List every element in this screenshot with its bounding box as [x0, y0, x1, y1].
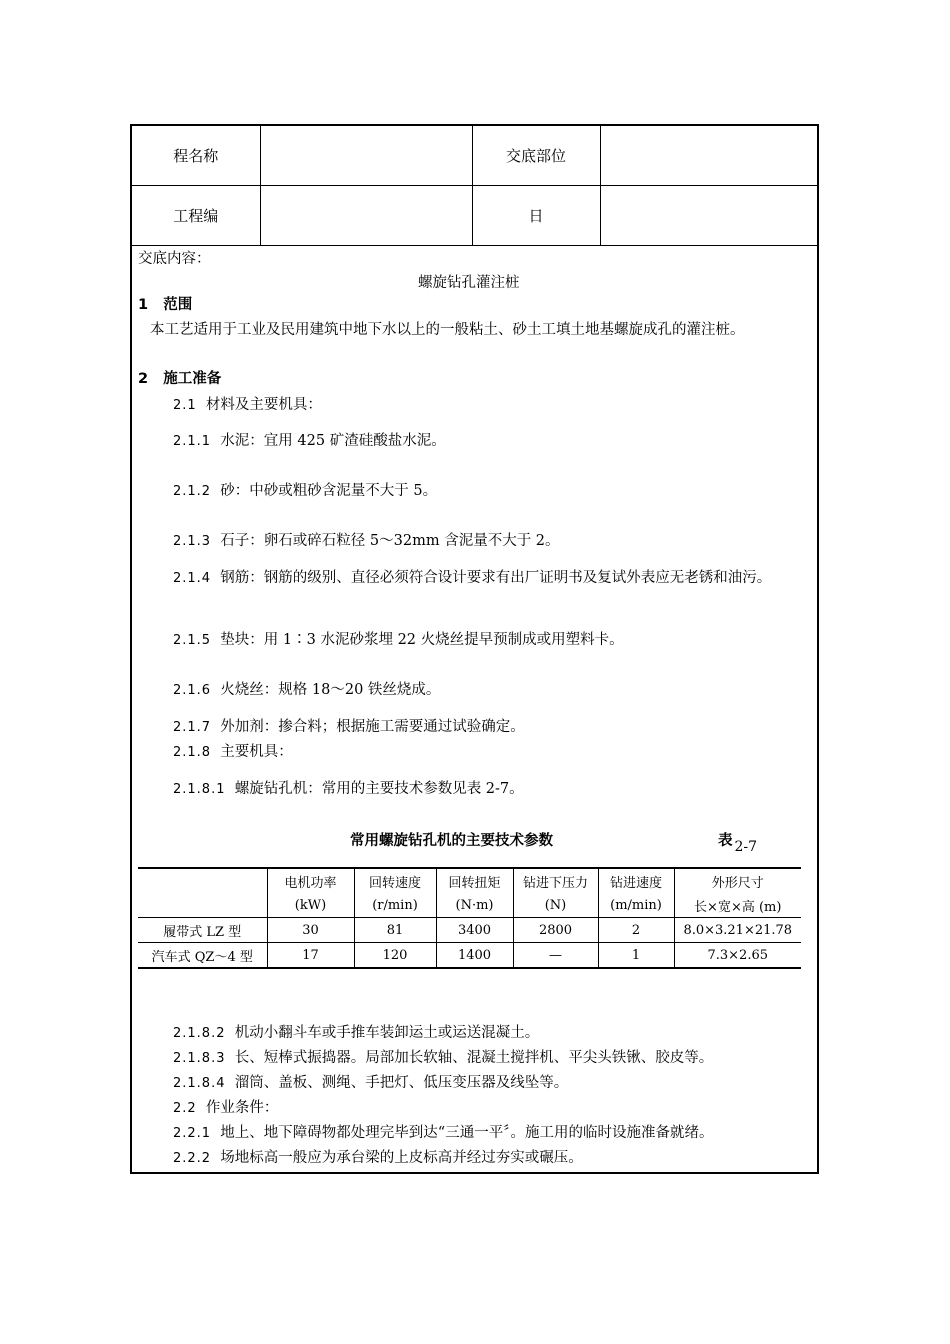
handover-part-field[interactable]	[600, 126, 817, 186]
section-1-heading	[138, 295, 192, 315]
item-2-1-8-3	[173, 1048, 713, 1069]
table-cell: 120	[354, 943, 436, 969]
header-empty	[138, 868, 267, 893]
header-cell: 回转速度	[354, 868, 436, 893]
item-text: 垫块：用 1∶3 水泥砂浆埋 22 火烧丝提早预制成或用塑料卡。	[220, 632, 624, 648]
header-empty	[138, 893, 267, 918]
header-table	[132, 126, 817, 246]
project-no-field[interactable]	[260, 186, 472, 246]
header-unit: (m/min)	[598, 893, 674, 918]
table-number: 2-7	[734, 839, 758, 855]
item-number: 2.2.1	[173, 1126, 212, 1141]
item-number: 2.1.2	[173, 484, 212, 499]
item-number: 2.1.3	[173, 534, 212, 549]
item-text: 长、短棒式振捣器。局部加长软轴、混凝土搅拌机、平尖头铁锹、胶皮等。	[234, 1050, 714, 1066]
item-text: 砂：中砂或粗砂含泥量不大于 5。	[220, 483, 438, 499]
header-cell: 外形尺寸	[711, 875, 764, 891]
table-row	[138, 943, 801, 969]
item-2-1-6	[173, 680, 440, 701]
item-2-2	[173, 1098, 278, 1119]
item-2-1-8-1	[173, 779, 524, 800]
table-cell: —	[513, 943, 598, 969]
item-text: 钢筋：钢筋的级别、直径必须符合设计要求有出厂证明书及复试外表应无老锈和油污。	[220, 570, 772, 586]
item-2-1-3	[173, 531, 560, 552]
item-2-1-1	[173, 431, 446, 452]
table-label	[718, 829, 758, 855]
item-number: 2.2	[173, 1101, 197, 1116]
item-2-1-7	[173, 717, 525, 738]
item-number: 2.1.8.1	[173, 782, 226, 797]
table-row	[138, 918, 801, 943]
item-2-2-1	[173, 1123, 713, 1144]
item-number: 2.2.2	[173, 1151, 212, 1166]
project-name-field[interactable]	[260, 126, 472, 186]
table-cell: 1	[598, 943, 674, 969]
item-2-1-2	[173, 481, 437, 502]
handover-part-label: 交底部位	[472, 126, 600, 186]
table-header-units-row	[138, 893, 801, 918]
parameter-table	[138, 867, 801, 969]
item-text: 溜筒、盖板、测绳、手把灯、低压变压器及线坠等。	[234, 1075, 569, 1091]
project-name-label: 程名称	[132, 126, 260, 186]
date-field[interactable]	[600, 186, 817, 246]
item-2-1-4	[138, 566, 812, 591]
item-text: 作业条件：	[205, 1100, 279, 1116]
header-unit: 长×宽×高 (m)	[694, 899, 782, 915]
table-cell: 履带式 LZ 型	[138, 918, 267, 943]
header-cell: 回转扭矩	[436, 868, 513, 893]
header-unit: (N)	[513, 893, 598, 918]
item-number: 2.1.6	[173, 683, 212, 698]
section-1-number: 1	[138, 297, 149, 313]
section-2-heading	[138, 369, 221, 389]
item-number: 2.1.8.4	[173, 1076, 226, 1091]
section-2-title: 施工准备	[163, 371, 222, 387]
item-text: 地上、地下障碍物都处理完毕到达“三通一平〞。施工用的临时设施准备就绪。	[220, 1125, 714, 1141]
item-number: 2.1	[173, 398, 197, 413]
item-number: 2.1.4	[173, 571, 212, 586]
item-text: 场地标高一般应为承台梁的上皮标高并经过夯实或碾压。	[220, 1150, 583, 1166]
item-text: 机动小翻斗车或手推车装卸运土或运送混凝土。	[234, 1025, 540, 1041]
item-2-1-8	[173, 742, 293, 763]
item-2-1-8-2	[173, 1023, 539, 1044]
item-number: 2.1.8	[173, 745, 212, 760]
project-no-label: 工程编	[132, 186, 260, 246]
table-cell: 8.0×3.21×21.78	[674, 918, 801, 943]
item-text: 螺旋钻孔机：常用的主要技术参数见表 2-7。	[234, 781, 524, 797]
item-2-1-8-4	[173, 1073, 568, 1094]
date-label: 日	[472, 186, 600, 246]
doc-title: 螺旋钻孔灌注桩	[418, 275, 520, 291]
table-cell: 7.3×2.65	[674, 943, 801, 969]
intro-label: 交底内容：	[138, 251, 211, 267]
header-cell: 钻进速度	[598, 868, 674, 893]
section-2-number: 2	[138, 371, 149, 387]
header-unit: (kW)	[267, 893, 354, 918]
section-1-title: 范围	[163, 297, 193, 313]
table-cell: 81	[354, 918, 436, 943]
table-title: 常用螺旋钻孔机的主要技术参数	[350, 833, 553, 849]
header-cell: 钻进下压力	[513, 868, 598, 893]
table-header-row	[138, 868, 801, 893]
item-2-2-2	[173, 1148, 583, 1169]
item-number: 2.1.7	[173, 720, 212, 735]
table-cell: 17	[267, 943, 354, 969]
item-text: 石子：卵石或碎石粒径 5～32mm 含泥量不大于 2。	[220, 533, 560, 549]
item-text: 主要机具：	[220, 744, 293, 760]
table-cell: 30	[267, 918, 354, 943]
table-cell: 2800	[513, 918, 598, 943]
item-2-1	[173, 395, 322, 416]
section-1-text: 本工艺适用于工业及民用建筑中地下水以上的一般粘土、砂土工填土地基螺旋成孔的灌注桩。	[150, 322, 745, 338]
item-text: 火烧丝：规格 18～20 铁丝烧成。	[220, 682, 441, 698]
table-cell: 3400	[436, 918, 513, 943]
item-number: 2.1.8.3	[173, 1051, 226, 1066]
item-number: 2.1.5	[173, 633, 212, 648]
table-label-text: 表	[718, 833, 733, 849]
header-unit: (N·m)	[436, 893, 513, 918]
item-number: 2.1.1	[173, 434, 212, 449]
table-cell: 2	[598, 918, 674, 943]
item-2-1-5	[173, 630, 624, 651]
table-cell: 1400	[436, 943, 513, 969]
header-unit: (r/min)	[354, 893, 436, 918]
header-cell: 电机功率	[267, 868, 354, 893]
item-text: 水泥：宜用 425 矿渣硅酸盐水泥。	[220, 433, 446, 449]
table-cell: 汽车式 QZ～4 型	[138, 943, 267, 969]
item-number: 2.1.8.2	[173, 1026, 226, 1041]
item-text: 材料及主要机具：	[205, 397, 322, 413]
item-text: 外加剂：掺合料；根据施工需要通过试验确定。	[220, 719, 525, 735]
